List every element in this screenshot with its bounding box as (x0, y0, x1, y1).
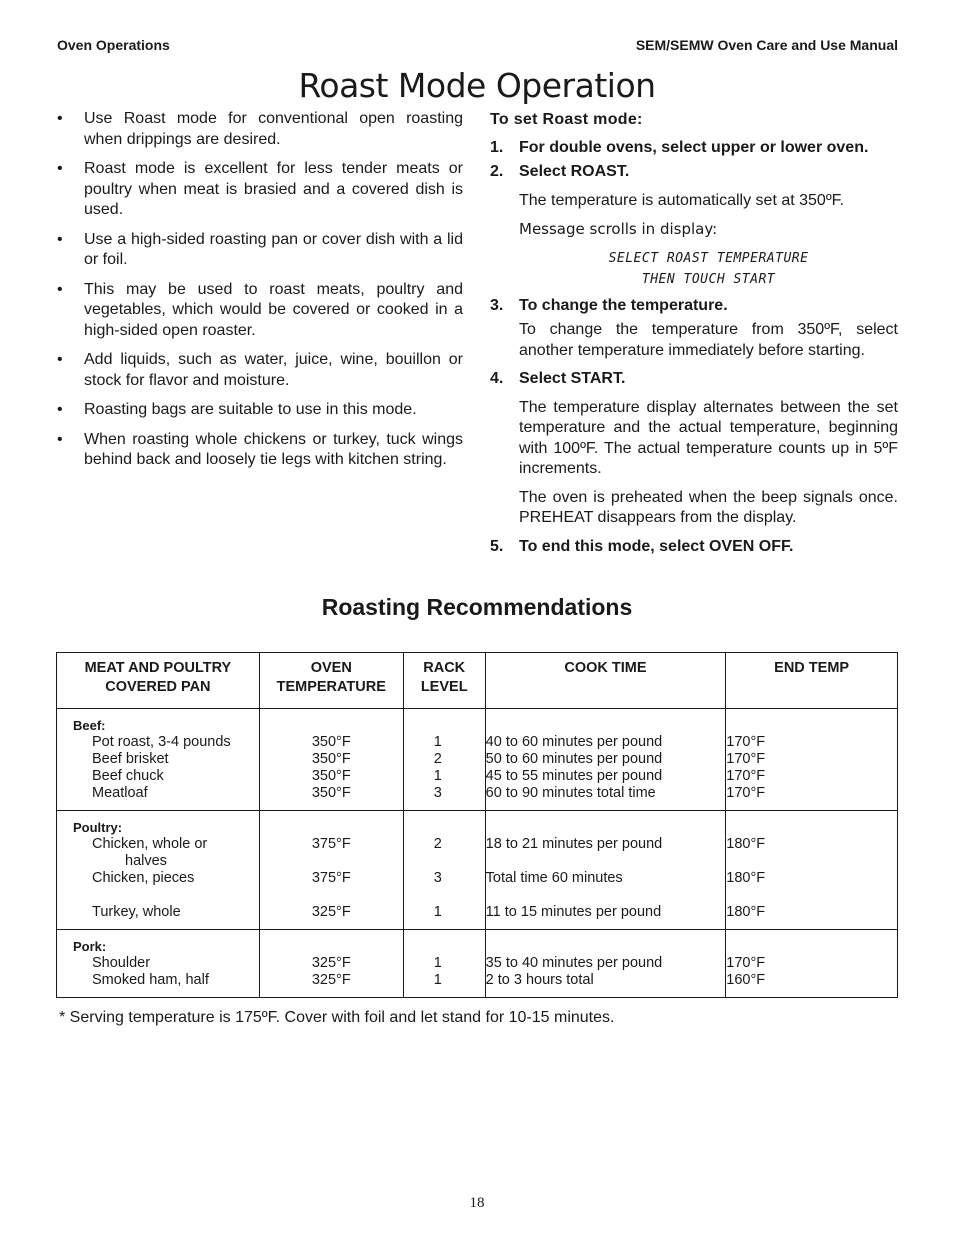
list-item (57, 430, 463, 471)
cook-time-cell: 35 to 40 minutes per pound 2 to 3 hours total (485, 930, 726, 998)
footnote: * Serving temperature is 175ºF. Cover with foil and let stand for 10-15 minutes. (59, 1009, 615, 1026)
meat-cell-pork: Pork: Shoulder Smoked ham, half (57, 930, 260, 998)
bullet-icon: • (57, 430, 63, 448)
display-line-1: SELECT ROAST TEMPERATURE (608, 250, 809, 266)
step-text: Select START. (519, 370, 626, 387)
oven-temp-cell: 325°F 325°F (259, 930, 403, 998)
step-text: To end this mode, select OVEN OFF. (519, 537, 794, 555)
step-3 (490, 296, 898, 317)
bullet-icon: • (57, 351, 63, 368)
step-text: To change the temperature. (519, 296, 728, 314)
rack-cell: 1 2 1 3 (403, 709, 485, 811)
cook-time-cell: 18 to 21 minutes per pound Total time 60 minutes 11 to 15 minutes per pound (485, 811, 726, 930)
page-number: 18 (469, 1195, 485, 1211)
step-2 (490, 162, 898, 183)
step-number: 3. (490, 296, 504, 314)
rack-cell: 2 3 1 (403, 811, 485, 930)
group-label-beef: Beef: (73, 718, 106, 733)
header-manual-title: SEM/SEMW Oven Care and Use Manual (635, 37, 898, 53)
step-4 (490, 369, 898, 390)
header-section-label: Oven Operations (57, 37, 170, 53)
group-label-poultry: Poultry: (73, 820, 123, 835)
bullet-icon: • (57, 160, 63, 177)
meat-cell-beef: Beef: Pot roast, 3-4 pounds Beef brisket Beef chuck Meatloaf (57, 709, 260, 811)
step-number: 5. (490, 537, 504, 555)
bullet-text: Roasting bags are suitable to use in this mode. (84, 401, 417, 418)
step-2-detail: The temperature is automatically set at 350ºF. (519, 191, 845, 209)
step-3-detail: To change the temperature from 350ºF, select another temperature immediately before starting. (519, 321, 898, 359)
bullet-text: This may be used to roast meats, poultry and vegetables, which would be covered or cooked in a high-sided open roaster. (84, 280, 463, 339)
list-item (57, 280, 463, 342)
bullet-icon: • (57, 280, 63, 298)
recommendations-title: Roasting Recommendations (321, 594, 633, 620)
roasting-recommendations-table (56, 652, 898, 998)
bullet-text: Use Roast mode for conventional open roasting when drippings are desired. (84, 110, 463, 148)
table-row (57, 709, 898, 811)
bullet-icon: • (57, 110, 63, 127)
column-header-rack: RACK LEVEL (403, 653, 485, 709)
column-header-end-temp: END TEMP (726, 653, 898, 709)
column-header-meat: MEAT AND POULTRY COVERED PAN (57, 653, 260, 709)
end-temp-cell: 180°F 180°F 180°F (726, 811, 898, 930)
step-number: 2. (490, 163, 504, 180)
list-item (57, 109, 463, 150)
step-4-preheat-note: The oven is preheated when the beep signals once. PREHEAT disappears from the display. (519, 488, 898, 526)
table-header-row (57, 653, 898, 709)
step-2-message-note: Message scrolls in display: (519, 220, 718, 238)
page-title: Roast Mode Operation (298, 66, 656, 105)
rack-cell: 1 1 (403, 930, 485, 998)
step-number: 4. (490, 370, 504, 387)
display-message (519, 248, 898, 290)
list-item (57, 230, 463, 271)
bullet-icon: • (57, 230, 63, 248)
table-row (57, 930, 898, 998)
bullet-icon: • (57, 401, 63, 418)
column-header-cook-time: COOK TIME (485, 653, 726, 709)
step-number: 1. (490, 138, 504, 156)
cook-time-cell: 40 to 60 minutes per pound 50 to 60 minutes per pound 45 to 55 minutes per pound 60 to 90 minutes total time (485, 709, 726, 811)
column-header-oven-temp: OVEN TEMPERATURE (259, 653, 403, 709)
group-label-pork: Pork: (73, 939, 107, 954)
display-line-2: THEN TOUCH START (641, 271, 776, 287)
list-item (57, 159, 463, 221)
oven-temp-cell: 375°F 375°F 325°F (259, 811, 403, 930)
step-5 (490, 537, 898, 558)
end-temp-cell: 170°F 160°F (726, 930, 898, 998)
oven-temp-cell: 350°F 350°F 350°F 350°F (259, 709, 403, 811)
bullet-text: Add liquids, such as water, juice, wine, bouillon or stock for flavor and moisture. (84, 351, 463, 389)
list-item (57, 400, 463, 421)
instructions-title: To set Roast mode: (490, 111, 643, 128)
end-temp-cell: 170°F 170°F 170°F 170°F (726, 709, 898, 811)
bullet-list (57, 109, 463, 480)
bullet-text: Use a high-sided roasting pan or cover dish with a lid or foil. (84, 230, 463, 268)
bullet-text: When roasting whole chickens or turkey, tuck wings behind back and loosely tie legs with kitchen string. (84, 430, 463, 468)
set-mode-instructions (490, 110, 898, 561)
step-1 (490, 138, 898, 159)
step-4-detail: The temperature display alternates between the set temperature and the actual temperature, beginning with 100ºF. The actual temperature counts up in 5ºF increments. (519, 398, 898, 477)
step-text: Select ROAST. (519, 163, 630, 180)
list-item (57, 350, 463, 391)
step-text: For double ovens, select upper or lower oven. (519, 138, 869, 156)
bullet-text: Roast mode is excellent for less tender meats or poultry when meat is brasied and a covered dish is used. (84, 160, 463, 218)
table-row (57, 811, 898, 930)
meat-cell-poultry: Poultry: Chicken, whole or halves Chicken, pieces Turkey, whole (57, 811, 260, 930)
